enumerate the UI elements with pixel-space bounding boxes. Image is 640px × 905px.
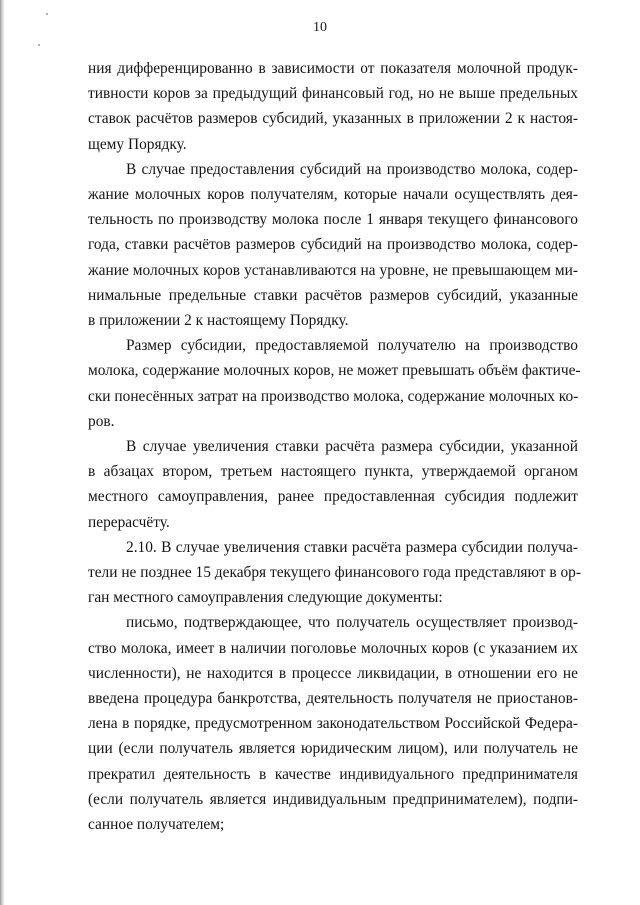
text-line: жание молочных коров устанавливаются на уровне, не превышающем ми- bbox=[88, 261, 578, 279]
paragraph bbox=[88, 535, 581, 611]
text-line: введена процедура банкротства, деятельность получателя не приостанов- bbox=[88, 690, 578, 708]
paragraph bbox=[88, 333, 581, 434]
text-line: ган местного самоуправления следующие документы: bbox=[88, 589, 443, 607]
paragraph bbox=[88, 56, 578, 157]
text-line: года, ставки расчётов размеров субсидий на производство молока, содер- bbox=[88, 236, 578, 254]
text-line: жание молочных коров получателям, которые начали осуществлять дея- bbox=[88, 186, 578, 204]
text-line: в приложении 2 к настоящему Порядку. bbox=[88, 312, 349, 330]
text-line: ство молока, имеет в наличии поголовье молочных коров (с указанием их bbox=[88, 639, 578, 657]
text-line: В случае предоставления субсидий на производство молока, содер- bbox=[126, 160, 578, 178]
text-line: тели не позднее 15 декабря текущего финансового года представляют в ор- bbox=[88, 564, 581, 582]
text-line: щему Порядку. bbox=[88, 135, 187, 153]
scan-speck bbox=[46, 13, 48, 15]
text-line: перерасчёту. bbox=[88, 513, 170, 531]
text-line: ции (если получатель является юридическим лицом), или получатель не bbox=[88, 740, 578, 758]
page-number: 10 bbox=[313, 20, 327, 35]
text-line: Размер субсидии, предоставляемой получателю на производство bbox=[126, 337, 578, 355]
text-line: местного самоуправления, ранее предоставленная субсидия подлежит bbox=[88, 488, 578, 506]
text-line: (если получатель является индивидуальным предпринимателем), подпи- bbox=[88, 790, 578, 808]
paragraph bbox=[88, 157, 578, 333]
text-line: 2.10. В случае увеличения ставки расчёта размера субсидии получа- bbox=[126, 538, 578, 556]
text-line: прекратил деятельность в качестве индивидуального предпринимателя bbox=[88, 765, 578, 783]
text-line: молока, содержание молочных коров, не может превышать объём фактиче- bbox=[88, 362, 581, 380]
text-line: ния дифференцированно в зависимости от показателя молочной продук- bbox=[88, 60, 578, 77]
scan-speck bbox=[38, 44, 40, 46]
paragraph bbox=[88, 610, 578, 837]
text-line: В случае увеличения ставки расчёта размера субсидии, указанной bbox=[126, 438, 578, 456]
text-line: ставок расчётов размеров субсидий, указанных в приложении 2 к настоя- bbox=[88, 110, 578, 128]
text-line: письмо, подтверждающее, что получатель осуществляет производ- bbox=[126, 614, 578, 632]
text-line: санное получателем; bbox=[88, 816, 225, 834]
text-line: ски понесённых затрат на производство молока, содержание молочных ко- bbox=[88, 387, 579, 405]
text-line: численности), не находится в процессе ликвидации, в отношении его не bbox=[88, 664, 578, 682]
text-line: тельность по производству молока после 1 января текущего финансового bbox=[88, 211, 578, 229]
text-line: в абзацах втором, третьем настоящего пункта, утверждаемой органом bbox=[88, 463, 578, 481]
text-line: ров. bbox=[88, 412, 115, 430]
text-line: тивности коров за предыдущий финансовый год, но не выше предельных bbox=[88, 85, 578, 103]
text-line: нимальные предельные ставки расчётов размеров субсидий, указанные bbox=[88, 286, 578, 304]
paragraph bbox=[88, 434, 578, 535]
text-line: лена в порядке, предусмотренном законодательством Российской Федера- bbox=[88, 715, 578, 733]
scan-edge-artifact bbox=[0, 0, 5, 905]
body-text bbox=[88, 56, 581, 837]
